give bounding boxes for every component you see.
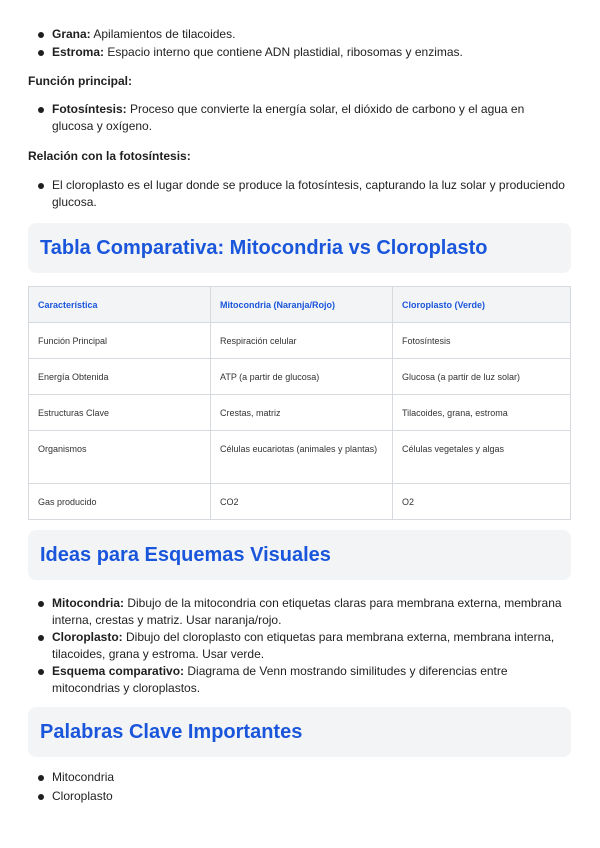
section-title: Ideas para Esquemas Visuales bbox=[40, 543, 331, 566]
ideas-list bbox=[28, 595, 573, 697]
relacion-label: Relación con la fotosíntesis: bbox=[28, 149, 191, 163]
table-cell: Crestas, matriz bbox=[211, 395, 393, 431]
comparison-table bbox=[28, 286, 571, 520]
section-title: Palabras Clave Importantes bbox=[40, 720, 303, 743]
table-row bbox=[29, 484, 571, 520]
table-row bbox=[29, 395, 571, 431]
list-item: Esquema comparativo: Diagrama de Venn mostrando similitudes y diferencias entre mitocondrias y cloroplastos. bbox=[28, 663, 573, 697]
funcion-label: Función principal: bbox=[28, 74, 132, 88]
table-cell: ATP (a partir de glucosa) bbox=[211, 359, 393, 395]
list-item: Mitocondria: Dibujo de la mitocondria con etiquetas claras para membrana externa, membrana interna, crestas y matriz. Usar naranja/rojo. bbox=[28, 595, 573, 629]
table-cell: Función Principal bbox=[29, 323, 211, 359]
funcion-list bbox=[28, 101, 548, 135]
table-cell: Estructuras Clave bbox=[29, 395, 211, 431]
list-item: Cloroplasto: Dibujo del cloroplasto con etiquetas para membrana externa, membrana interna, tilacoides, grana y estroma. Usar verde. bbox=[28, 629, 573, 663]
table-cell: Fotosíntesis bbox=[393, 323, 571, 359]
list-item: Estroma: Espacio interno que contiene ADN plastidial, ribosomas y enzimas. bbox=[28, 44, 573, 61]
list-item: El cloroplasto es el lugar donde se produce la fotosíntesis, capturando la luz solar y produciendo glucosa. bbox=[28, 177, 573, 211]
table-row bbox=[29, 359, 571, 395]
table-cell: O2 bbox=[393, 484, 571, 520]
section-title: Tabla Comparativa: Mitocondria vs Cloroplasto bbox=[40, 236, 488, 259]
list-item: Fotosíntesis: Proceso que convierte la energía solar, el dióxido de carbono y el agua en glucosa y oxígeno. bbox=[28, 101, 548, 135]
column-header: Mitocondria (Naranja/Rojo) bbox=[211, 287, 393, 323]
table-cell: Glucosa (a partir de luz solar) bbox=[393, 359, 571, 395]
table-cell: Respiración celular bbox=[211, 323, 393, 359]
table-cell: Gas producido bbox=[29, 484, 211, 520]
list-item: Cloroplasto bbox=[28, 788, 573, 805]
column-header: Característica bbox=[29, 287, 211, 323]
ideas-header-box bbox=[28, 530, 571, 580]
table-row bbox=[29, 431, 571, 484]
table-row bbox=[29, 323, 571, 359]
tabla-header-box bbox=[28, 223, 571, 273]
intro-list bbox=[28, 26, 573, 61]
table-cell: Células vegetales y algas bbox=[393, 431, 571, 484]
relacion-list bbox=[28, 177, 573, 211]
table-header-row bbox=[29, 287, 571, 323]
table-cell: Tilacoides, grana, estroma bbox=[393, 395, 571, 431]
list-item: Mitocondria bbox=[28, 769, 573, 786]
palabras-list bbox=[28, 769, 573, 805]
table-cell: Células eucariotas (animales y plantas) bbox=[211, 431, 393, 484]
table-cell: Organismos bbox=[29, 431, 211, 484]
table-cell: Energía Obtenida bbox=[29, 359, 211, 395]
list-item: Grana: Apilamientos de tilacoides. bbox=[28, 26, 573, 43]
palabras-header-box bbox=[28, 707, 571, 757]
table-cell: CO2 bbox=[211, 484, 393, 520]
column-header: Cloroplasto (Verde) bbox=[393, 287, 571, 323]
